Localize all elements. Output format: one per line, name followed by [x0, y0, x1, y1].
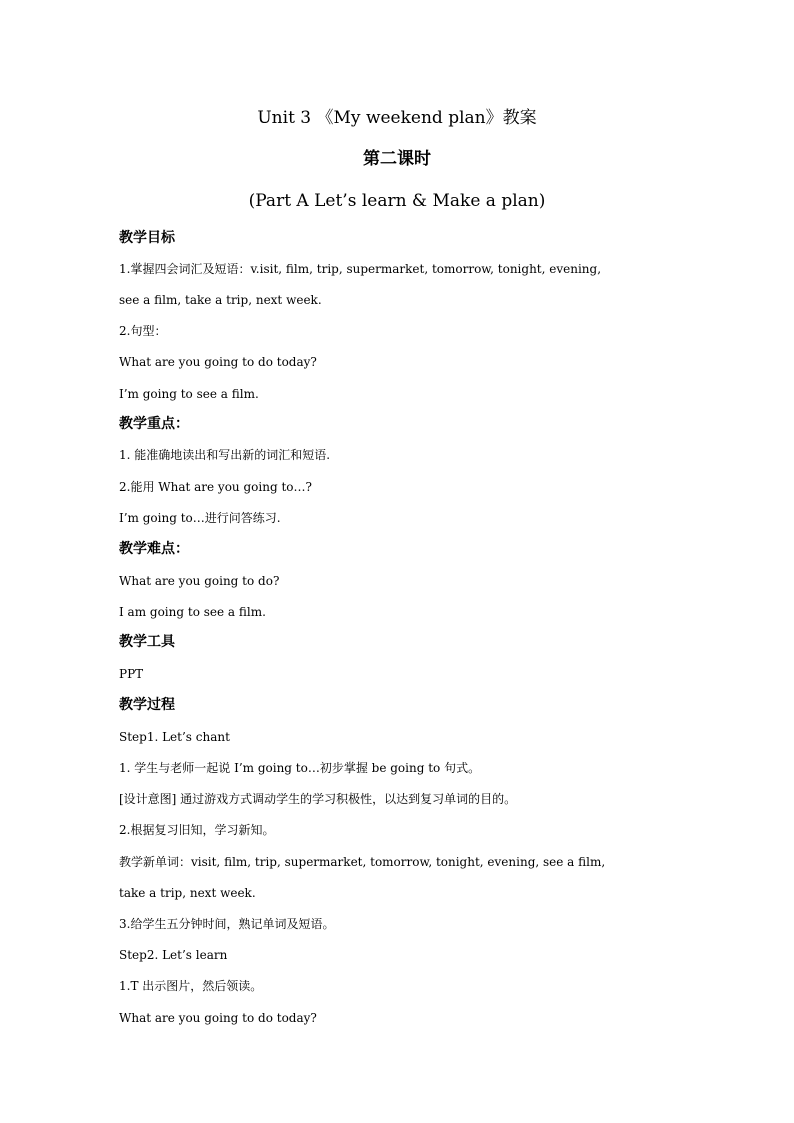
body-line: 1.掌握四会词汇及短语：v.isit, film, trip, supermarket, tomorrow, tonight, evening,: [119, 262, 602, 276]
body-line: 2.根据复习旧知，学习新知。: [119, 823, 275, 837]
body-line: I am going to see a film.: [119, 605, 266, 619]
section-heading-tools: 教学工具: [119, 634, 175, 650]
body-line: 教学新单词：visit, film, trip, supermarket, tomorrow, tonight, evening, see a film,: [119, 855, 606, 869]
step-heading: Step1. Let’s chant: [119, 730, 230, 744]
body-line: 1.T 出示图片，然后领读。: [119, 979, 263, 993]
body-line: What are you going to do?: [119, 574, 280, 588]
body-line: 2.能用 What are you going to…?: [119, 480, 312, 494]
body-line: I’m going to see a film.: [119, 387, 259, 401]
body-line: [设计意图] 通过游戏方式调动学生的学习积极性，以达到复习单词的目的。: [119, 792, 517, 806]
body-line: 1. 学生与老师一起说 I’m going to…初步掌握 be going to 句式。: [119, 761, 481, 775]
section-heading-process: 教学过程: [119, 697, 175, 713]
lesson-part: (Part A Let’s learn & Make a plan): [248, 191, 546, 211]
body-line: take a trip, next week.: [119, 886, 256, 900]
body-line: see a film, take a trip, next week.: [119, 293, 322, 307]
body-line: 2.句型：: [119, 324, 167, 338]
lesson-subtitle: 第二课时: [363, 149, 431, 169]
section-heading-objectives: 教学目标: [119, 230, 175, 246]
body-line: 3.给学生五分钟时间，熟记单词及短语。: [119, 917, 335, 931]
section-heading-difficulties: 教学难点：: [119, 541, 189, 557]
body-line: 1. 能准确地读出和写出新的词汇和短语.: [119, 448, 331, 462]
body-line: I’m going to…进行问答练习.: [119, 511, 281, 525]
document-title: Unit 3 《My weekend plan》教案: [257, 108, 537, 128]
body-line: PPT: [119, 667, 144, 681]
body-line: What are you going to do today?: [119, 1011, 317, 1025]
step-heading: Step2. Let’s learn: [119, 948, 228, 962]
section-heading-key-points: 教学重点：: [119, 416, 189, 432]
body-line: What are you going to do today?: [119, 355, 317, 369]
